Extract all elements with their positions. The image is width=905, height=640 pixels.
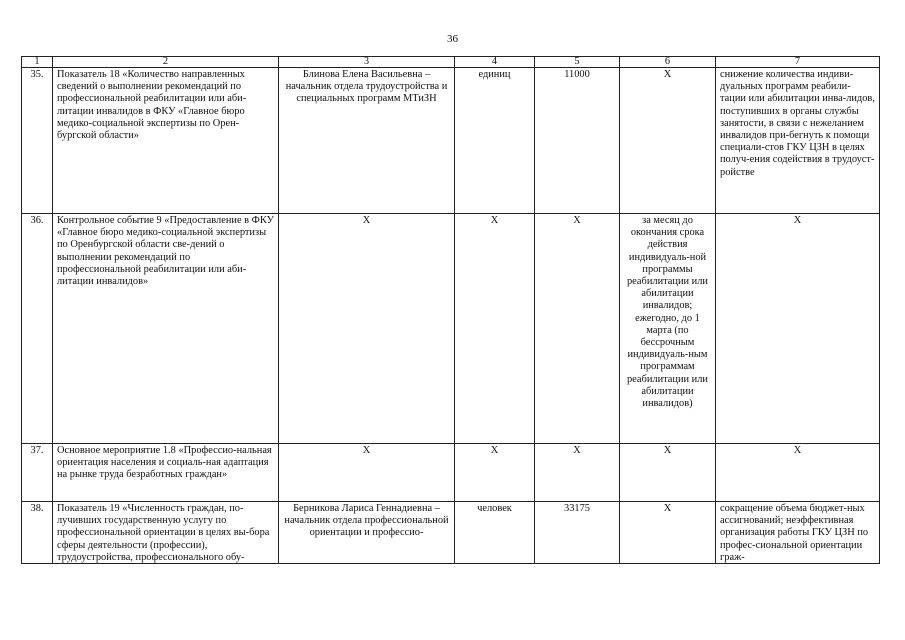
row-name xyxy=(53,502,279,564)
row-number-text: 38. xyxy=(30,503,44,514)
row-term: за месяц до окончания срока действия индивидуаль-ной программы реабилитации или абилитации инвалидов; ежегодно, до 1 марта (по бессрочным индивидуаль-ным программам реабилитации или абилитации инвалидов) xyxy=(620,214,716,444)
row-unit: Х xyxy=(455,444,535,502)
program-table xyxy=(21,56,880,564)
row-risk-text: сокращение объема бюджет-ных ассигнований; неэффективная организация работы ГКУ ЦЗН по профес-сиональной ориентации граж- xyxy=(720,503,869,563)
row-name: Основное мероприятие 1.8 «Профессио-нальная ориентация населения и социаль-ная адаптация на рынке труда безработных граждан» xyxy=(53,444,279,502)
column-header: 4 xyxy=(455,57,535,68)
table-row xyxy=(22,214,880,444)
column-header: 5 xyxy=(535,57,620,68)
table-row xyxy=(22,502,880,564)
page-number: 36 xyxy=(447,33,458,45)
column-header: 7 xyxy=(716,57,880,68)
table-row xyxy=(22,444,880,502)
row-number: 37. xyxy=(22,444,53,502)
row-responsible: Блинова Елена Васильевна – начальник отдела трудоустройства и специальных программ МТиЗН xyxy=(279,68,455,214)
row-term-text: Х xyxy=(663,503,672,514)
row-risk: Х xyxy=(716,214,880,444)
column-header: 2 xyxy=(53,57,279,68)
row-number xyxy=(22,502,53,564)
column-header: 3 xyxy=(279,57,455,68)
row-number: 36. xyxy=(22,214,53,444)
row-term xyxy=(620,502,716,564)
row-term: Х xyxy=(620,68,716,214)
row-responsible-text: Берникова Лариса Геннадиевна – начальник отдела профессиональной ориентации и профессио- xyxy=(284,503,449,539)
row-risk xyxy=(716,502,880,564)
row-unit: единиц xyxy=(455,68,535,214)
row-value: Х xyxy=(535,444,620,502)
row-value: 11000 xyxy=(535,68,620,214)
row-number: 35. xyxy=(22,68,53,214)
row-risk: Х xyxy=(716,444,880,502)
column-header: 1 xyxy=(22,57,53,68)
header-row xyxy=(22,57,880,68)
row-risk: снижение количества индиви-дуальных программ реабили-тации или абилитации инва-лидов, поступивших в органы службы занятости, в связи с нежеланием инвалидов при-бегнуть к помощи специали-стов ГКУ ЦЗН в целях получ-ения содействия в трудоуст-ройстве xyxy=(716,68,880,214)
row-unit-text: человек xyxy=(477,503,512,514)
row-responsible: Х xyxy=(279,444,455,502)
row-term: Х xyxy=(620,444,716,502)
row-unit xyxy=(455,502,535,564)
row-responsible: Х xyxy=(279,214,455,444)
row-value xyxy=(535,502,620,564)
table-row xyxy=(22,68,880,214)
row-name-text: Показатель 19 «Численность граждан, по-лучивших государственную услугу по профессиональной ориентации в целях вы-бора сферы деятельности (профессии), трудоустройства, профессионального обу- xyxy=(57,503,270,563)
column-header: 6 xyxy=(620,57,716,68)
row-unit: Х xyxy=(455,214,535,444)
row-value-text: 33175 xyxy=(564,503,590,514)
row-responsible xyxy=(279,502,455,564)
row-value: Х xyxy=(535,214,620,444)
row-name: Контрольное событие 9 «Предоставление в ФКУ «Главное бюро медико-социальной экспертизы по Оренбургской области све-дений о выполнении рекомендаций по профессиональной реабилитации или аби-литации инвалидов» xyxy=(53,214,279,444)
row-name: Показатель 18 «Количество направленных сведений о выполнении рекомендаций по профессиональной реабилитации или аби-литации инвалидов в ФКУ «Главное бюро медико-социальной экспертизы по Орен-бургской области» xyxy=(53,68,279,214)
